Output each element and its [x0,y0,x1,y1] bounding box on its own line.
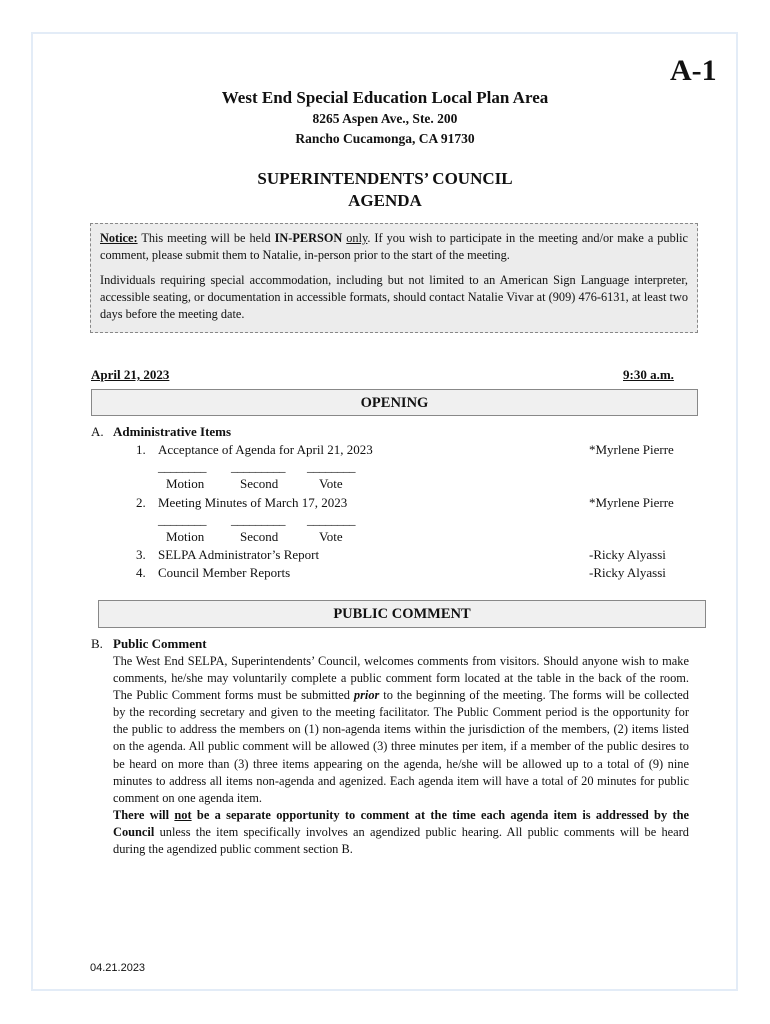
public-comment-heading: PUBLIC COMMENT [98,600,706,628]
motion-blank: ________ [158,459,206,474]
notice-only: only [346,231,368,245]
public-comment-paragraph-2 [113,807,689,858]
public-comment-body [113,653,689,858]
second-label: Second [240,476,279,491]
notice-paragraph-2: Individuals requiring special accommodation, including but not limited to an American Sign Language interpreter, accessible seating, or documentation in accessible formats, should contact Natalie Vivar at (909) 476-6131, at least two days before the meeting date. [100,273,688,321]
notice-in-person: IN-PERSON [274,231,343,245]
section-letter-a: A. [91,424,104,439]
organization-name: West End Special Education Local Plan Area [221,88,549,107]
section-title-public-comment: Public Comment [113,636,207,651]
footer-date: 04.21.2023 [90,962,146,974]
agenda-item-text: Meeting Minutes of March 17, 2023 [158,495,348,510]
notice-label: Notice: [100,231,138,245]
notice-text-rest: . If you wish to participate in the meeting and/or make a public comment, please submit them to Natalie, in-person prior to the start of the meeting. [100,231,689,262]
public-hearing-text: unless the item specifically involves an agendized public hearing. All public comments will be heard during the agendized public comment section B. [113,824,689,857]
agenda-item-text: SELPA Administrator’s Report [158,547,320,562]
agenda-item-presenter: *Myrlene Pierre [589,495,674,510]
agenda-item-presenter: -Ricky Alyassi [589,565,666,580]
second-label: Second [240,529,279,544]
agenda-item-number: 2. [136,495,146,510]
public-comment-text-rest: to the beginning of the meeting. The forms will be collected by the recording secretary and given to the meeting facilitator. The Public Comment period is the opportunity for the public to address the members on (1) non-agenda items within the jurisdiction of the members, (2) items listed on the agenda. All public comment will be allowed (3) three minutes per item, if a member of the public desires to be heard on more than (3) three items appearing on the agenda, he/she will be allowed up to a total of (9) nine minutes to address all items non-agenda and agenized. Each agenda item will have a total of 20 minutes for public comment on one agenda item. [113,688,689,805]
meeting-date: April 21, 2023 [91,367,170,382]
not-emphasis: not [174,807,192,822]
opening-heading: OPENING [91,389,698,416]
agenda-item-number: 4. [136,565,146,580]
vote-label: Vote [319,476,343,491]
vote-blank: ________ [307,459,355,474]
public-comment-paragraph-1 [113,653,689,807]
meeting-time: 9:30 a.m. [623,367,674,382]
second-blank: _________ [231,512,285,527]
agenda-item-number: 3. [136,547,146,562]
agenda-item-presenter: -Ricky Alyassi [589,547,666,562]
vote-label: Vote [319,529,343,544]
document-id: A-1 [670,54,717,87]
motion-label: Motion [166,529,205,544]
council-name: SUPERINTENDENTS’ COUNCIL [257,169,513,188]
notice-text: This meeting will be held [137,231,275,245]
address-line-1: 8265 Aspen Ave., Ste. 200 [312,111,458,126]
address-line-2: Rancho Cucamonga, CA 91730 [295,131,475,146]
agenda-item-text: Council Member Reports [158,565,291,580]
section-title-administrative: Administrative Items [113,424,232,439]
agenda-item-text: Acceptance of Agenda for April 21, 2023 [158,442,373,457]
notice-box [90,223,698,333]
motion-blank: ________ [158,512,206,527]
notice-paragraph-1 [100,230,688,264]
agenda-item-presenter: *Myrlene Pierre [589,442,674,457]
public-comment-text: The West End SELPA, Superintendents’ Council, welcomes comments from visitors. Should anyone wish to make comments, he/she may voluntarily complete a public comment form located at the table in the back of the room. The Public Comment forms must be submitted [113,654,689,703]
section-letter-b: B. [91,636,103,651]
vote-blank: ________ [307,512,355,527]
agenda-item-number: 1. [136,442,146,457]
second-blank: _________ [231,459,285,474]
prior-emphasis: prior [353,688,380,703]
no-opportunity-text-rest: be a separate opportunity to comment at the time each agenda item is addressed by the Council [113,807,689,839]
page-title: AGENDA [348,191,422,210]
no-opportunity-text: There will [113,807,175,822]
motion-label: Motion [166,476,205,491]
